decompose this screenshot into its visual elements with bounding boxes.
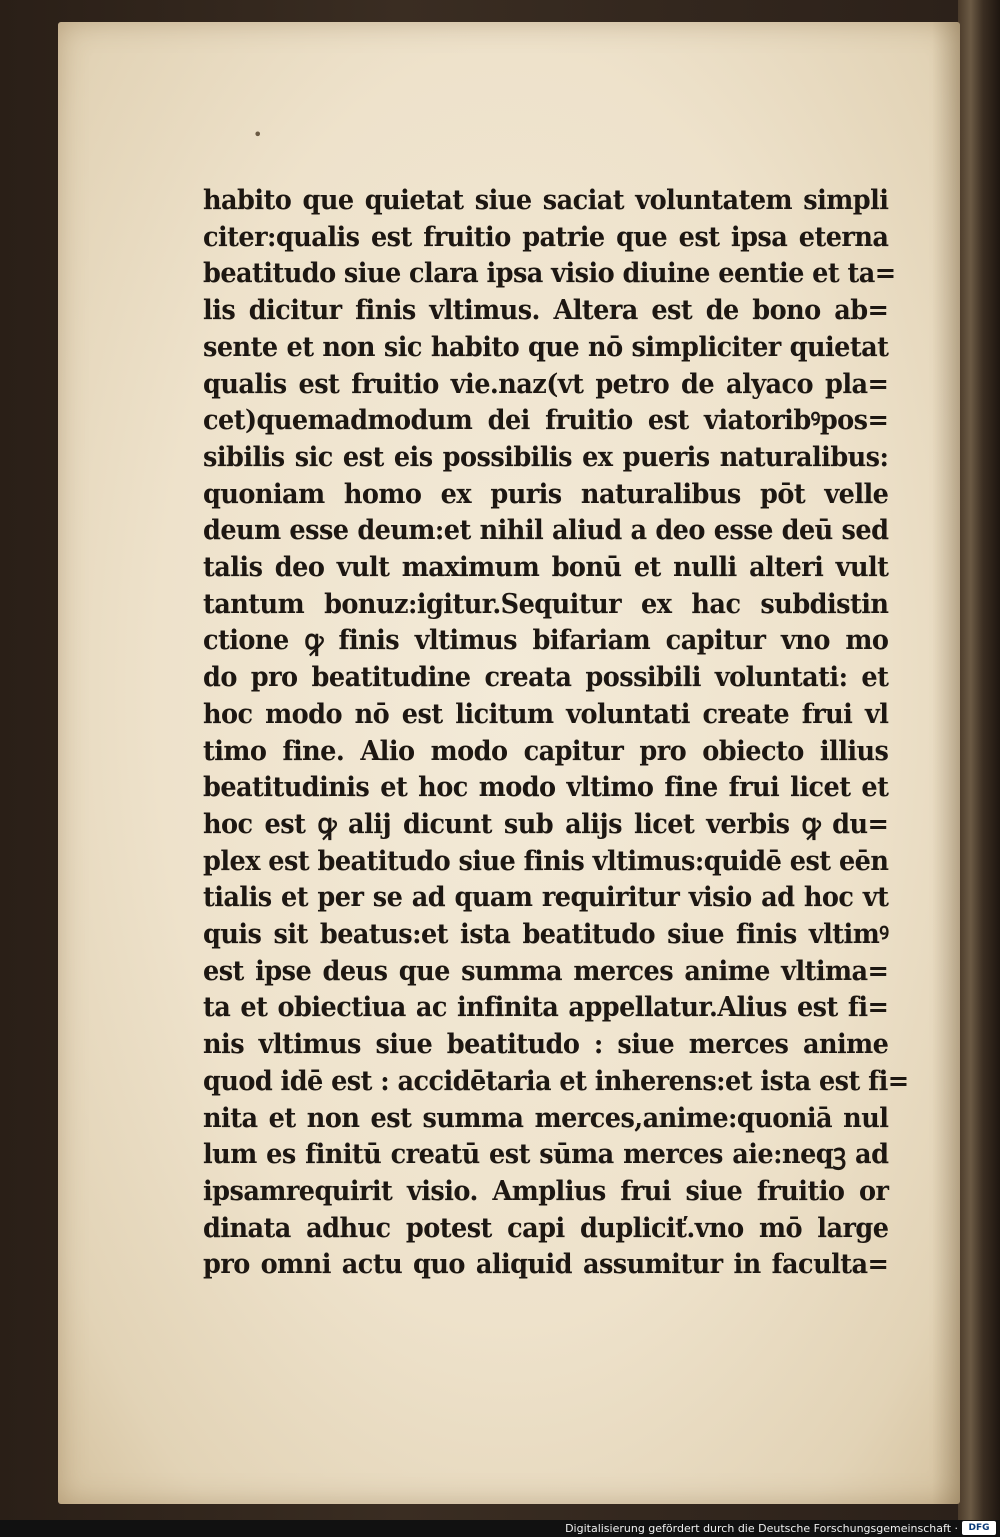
text-line: tantum bonuz:igitur.Sequitur ex hac subdistin (203, 587, 889, 620)
dfg-logo[interactable]: DFG (962, 1521, 996, 1535)
text-line: sente et non sic habito que nō simpliciter quietat (203, 330, 889, 363)
footer-bar (0, 1520, 1000, 1537)
text-line: quoniam homo ex puris naturalibus pōt velle (203, 477, 889, 510)
text-line: beatitudinis et hoc modo vltimo fine frui licet et (203, 771, 889, 804)
page-mark: • (253, 125, 263, 144)
text-block (203, 182, 909, 1283)
text-line: est ipse deus que summa merces anime vltima= (203, 954, 889, 987)
text-line: timo fine. Alio modo capitur pro obiecto illius (203, 734, 889, 767)
text-line: quod idē est : accidētaria et inherens:et ista est fi= (203, 1064, 909, 1097)
text-line: pro omni actu quo aliquid assumitur in faculta= (203, 1248, 889, 1281)
text-line: dinata adhuc potest capi dupliciť.vno mō large (203, 1211, 889, 1244)
text-line: talis deo vult maximum bonū et nulli alteri vult (203, 551, 889, 584)
text-line: plex est beatitudo siue finis vltimus:quidē est eēn (203, 844, 889, 877)
text-line: quis sit beatus:et ista beatitudo siue finis vltimꝰ (203, 918, 889, 951)
text-line: ta et obiectiua ac infinita appellatur.Alius est fi= (203, 991, 889, 1024)
text-line: habito que quietat siue saciat voluntatem simpli (203, 184, 889, 216)
text-line: hoc modo nō est licitum voluntati create frui vl (203, 697, 889, 730)
text-line: citer:qualis est fruitio patrie que est ipsa eterna (203, 220, 889, 253)
text-line: nis vltimus siue beatitudo : siue merces anime (203, 1028, 889, 1061)
text-line: sibilis sic est eis possibilis ex pueris naturalibus: (203, 440, 889, 473)
footer-credit: Digitalisierung gefördert durch die Deutsche Forschungsgemeinschaft · (565, 1522, 958, 1535)
text-line: qualis est fruitio vie.naz(vt petro de alyaco pla= (203, 367, 889, 400)
text-line: deum esse deum:et nihil aliud a deo esse deū sed (203, 514, 889, 547)
text-line: do pro beatitudine creata possibili voluntati: et (203, 661, 889, 694)
text-line: beatitudo siue clara ipsa visio diuine eentie et ta= (203, 257, 896, 290)
text-line: cet)quemadmodum dei fruitio est viatoribꝰpos= (203, 404, 889, 437)
text-line: tialis et per se ad quam requiritur visio ad hoc vt (203, 881, 889, 914)
text-line: lis dicitur finis vltimus. Altera est de bono ab= (203, 294, 889, 327)
book-page (58, 22, 960, 1504)
text-line: lum es finitū creatū est sūma merces aie:neqꝫ ad (203, 1138, 889, 1171)
text-line: ctione ꝙ finis vltimus bifariam capitur vno mo (203, 624, 889, 657)
text-line: hoc est ꝙ alij dicunt sub alijs licet verbis ꝙ du= (203, 807, 889, 840)
text-line: nita et non est summa merces,anime:quoniā nul (203, 1101, 889, 1134)
book-binding-edge (958, 0, 1000, 1520)
text-line: ipsamrequirit visio. Amplius frui siue fruitio or (203, 1174, 889, 1207)
